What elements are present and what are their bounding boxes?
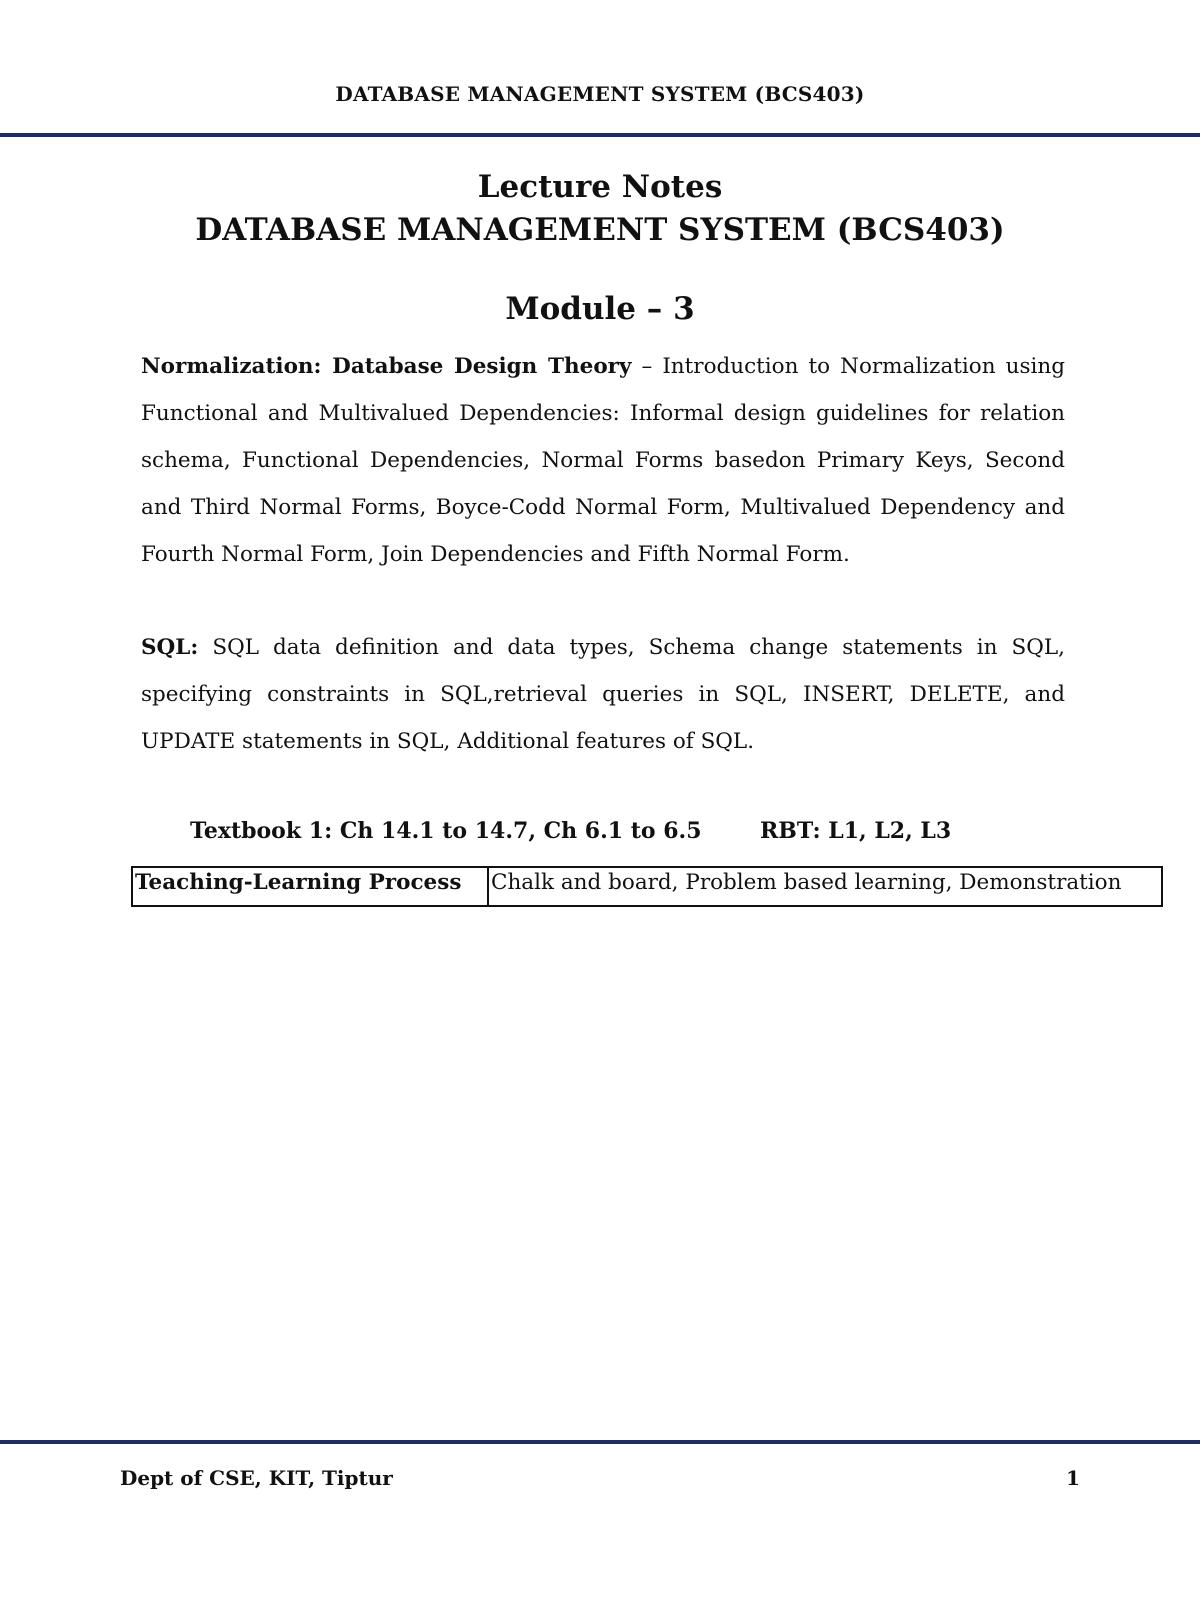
- rbt-levels: RBT: L1, L2, L3: [760, 818, 952, 844]
- footer-department: Dept of CSE, KIT, Tiptur: [120, 1466, 393, 1490]
- sql-label: SQL:: [141, 635, 199, 660]
- normalization-paragraph: [141, 343, 1065, 578]
- document-title: [0, 166, 1200, 253]
- teaching-learning-table: [131, 866, 1163, 907]
- page-number: 1: [1066, 1466, 1080, 1490]
- sql-text: SQL data definition and data types, Schema change statements in SQL, specifying constraints in SQL,retrieval queries in SQL, INSERT, DELETE, and UPDATE statements in SQL, Additional features of SQL.: [141, 635, 1065, 754]
- title-line-1: Lecture Notes: [477, 169, 723, 205]
- module-heading: Module – 3: [505, 291, 695, 327]
- table-row: [132, 867, 1162, 906]
- normalization-label: Normalization: Database Design Theory: [141, 354, 632, 379]
- header-divider: [0, 133, 1200, 137]
- footer-divider: [0, 1440, 1200, 1444]
- running-header: DATABASE MANAGEMENT SYSTEM (BCS403): [335, 82, 865, 106]
- sql-paragraph: [141, 624, 1065, 765]
- title-line-2: DATABASE MANAGEMENT SYSTEM (BCS403): [195, 212, 1005, 249]
- teaching-process-value: Chalk and board, Problem based learning, Demonstration: [488, 867, 1162, 906]
- normalization-text: – Introduction to Normalization using Functional and Multivalued Dependencies: Informal design guidelines for relation schema, Functional Dependencies, Normal Forms basedon Primary Keys, Second and Third Normal Forms, Boyce-Codd Normal Form, Multivalued Dependency and Fourth Normal Form, Join Dependencies and Fifth Normal Form.: [141, 354, 1065, 567]
- textbook-reference: Textbook 1: Ch 14.1 to 14.7, Ch 6.1 to 6.5: [190, 818, 702, 844]
- teaching-process-label: Teaching-Learning Process: [132, 867, 488, 906]
